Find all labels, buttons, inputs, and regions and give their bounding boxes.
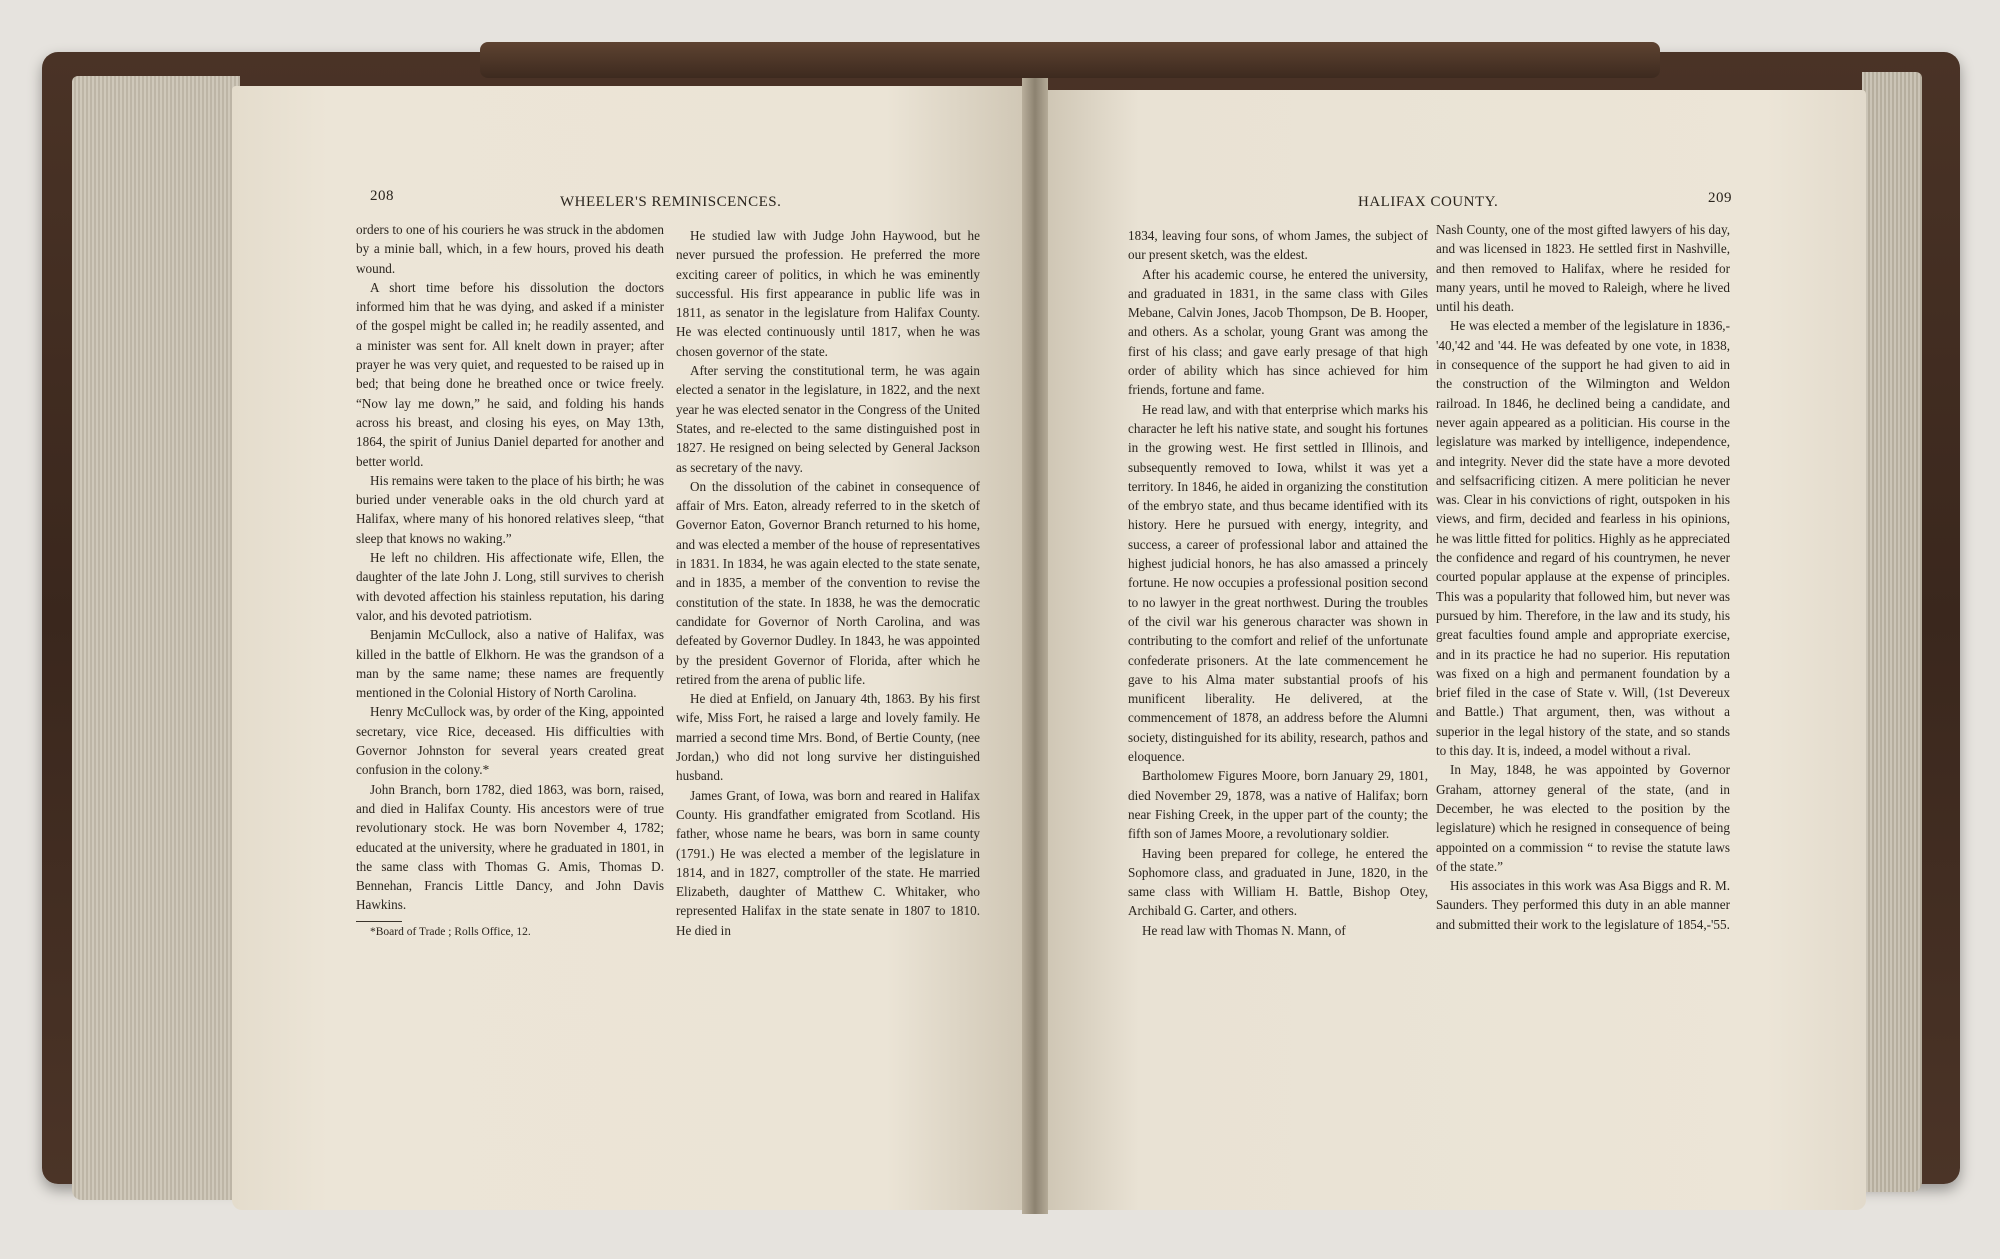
- left-page-edges: [72, 76, 240, 1200]
- left-page-number: 208: [370, 188, 394, 204]
- paragraph: James Grant, of Iowa, was born and reared in Halifax County. His grandfather emigrated from Scotland. His father, whose name he bears, was born in same county (1791.) He was elected a member of the legislature in 1814, and in 1827, comptroller of the state. He married Elizabeth, daughter of Matthew C. Whitaker, who represented Halifax in the state senate in 1807 to 1810. He died in: [676, 787, 980, 938]
- left-page-column-1: [356, 220, 664, 1060]
- paragraph: He read law with Thomas N. Mann, of: [1142, 922, 1346, 938]
- paragraph: He died at Enfield, on January 4th, 1863. By his first wife, Miss Fort, he raised a large and lovely family. He married a second time Mrs. Bond, of Bertie County, (nee Jordan,) who did not long survive her distinguished husband.: [676, 691, 980, 784]
- paragraph: After serving the constitutional term, he was again elected a senator in the legislature, in 1822, and the next year he was elected senator in the Congress of the United States, and re-elected to the same distinguished post in 1827. He resigned on being selected by General Jackson as secretary of the navy.: [676, 363, 980, 475]
- book-spine-top: [480, 42, 1660, 78]
- paragraph: Benjamin McCullock, also a native of Halifax, was killed in the battle of Elkhorn. He was the grandson of a man by the same name; these names are frequently mentioned in the Colonial History of North Carolina.: [356, 627, 664, 701]
- right-running-head: HALIFAX COUNTY.: [1358, 194, 1499, 210]
- right-page-edges: [1862, 72, 1922, 1192]
- right-page-column-2: [1436, 220, 1730, 1060]
- right-page-column-1: [1128, 226, 1428, 1066]
- footnote: *Board of Trade ; Rolls Office, 12.: [370, 925, 531, 938]
- paragraph: Nash County, one of the most gifted lawyers of his day, and was licensed in 1823. He settled first in Nashville, and then removed to Halifax, where he resided for many years, until he moved to Raleigh, where he lived until his death.: [1436, 222, 1730, 315]
- paragraph: orders to one of his couriers he was struck in the abdomen by a minie ball, which, in a few hours, proved his death wound.: [356, 222, 664, 276]
- paragraph: He was elected a member of the legislature in 1836,-'40,'42 and '44. He was defeated by one vote, in 1838, in consequence of the support he had given to aid in the construction of the Wilmington and Weldon railroad. In 1846, he declined being a candidate, and never again appeared as a politician. His course in the legislature was marked by intelligence, independence, and integrity. Never did the state have a more devoted and selfsacrificing citizen. A mere politician he never was. Clear in his convictions of right, outspoken in his views, and firm, decided and fearless in his opinions, he was little fitted for politics. Highly as he appreciated the confidence and regard of his countrymen, he never courted popular applause at the expense of principles. This was a popularity that followed him, but never was pursued by him. Therefore, in the law and its study, his great faculties found ample and appropriate exercise, and in its practice he had no superior. His reputation was fixed on a high and permanent foundation by a brief filed in the case of State v. Will, (1st Devereux and Battle.) That argument, then, was without a superior in the legal history of the state, and so stands to this day. It is, indeed, a model without a rival.: [1436, 318, 1730, 759]
- paragraph: He studied law with Judge John Haywood, but he never pursued the profession. He preferred the more exciting career of politics, in which he was eminently successful. His first appearance in public life was in 1811, as senator in the legislature from Halifax County. He was elected continuously until 1817, when he was chosen governor of the state.: [676, 228, 980, 359]
- paragraph: He left no children. His affectionate wife, Ellen, the daughter of the late John J. Long, still survives to cherish with devoted affection his stainless reputation, his daring valor, and his devoted patriotism.: [356, 550, 664, 623]
- paragraph: John Branch, born 1782, died 1863, was born, raised, and died in Halifax County. His ancestors were of true revolutionary stock. He was born November 4, 1782; educated at the university, where he graduated in 1801, in the same class with Thomas G. Amis, Thomas D. Bennehan, Francis Little Dancy, and John Davis Hawkins.: [356, 781, 664, 913]
- paragraph: His associates in this work was Asa Biggs and R. M. Saunders. They performed this duty in an able manner and submitted their work to the legislature of 1854,-'55.: [1436, 878, 1730, 932]
- paragraph: His remains were taken to the place of his birth; he was buried under venerable oaks in the old church yard at Halifax, where many of his honored relatives sleep, “that sleep that knows no waking.”: [356, 472, 664, 546]
- right-page-number: 209: [1708, 190, 1732, 206]
- paragraph: In May, 1848, he was appointed by Governor Graham, attorney general of the state, (and in December, he was elected to the position by the legislature) which he resigned in consequence of being appointed on a commission “ to revise the statute laws of the state.”: [1436, 762, 1730, 874]
- paragraph: Bartholomew Figures Moore, born January 29, 1801, died November 29, 1878, was a native of Halifax; born near Fishing Creek, in the upper part of the county; the fifth son of James Moore, a revolutionary soldier.: [1128, 768, 1428, 842]
- paragraph: After his academic course, he entered the university, and graduated in 1831, in the same class with Giles Mebane, Calvin Jones, Jacob Thompson, De B. Hooper, and others. As a scholar, young Grant was among the first of his class; and gave early presage of that high order of ability which has since achieved for him friends, fortune and fame.: [1128, 266, 1428, 398]
- paragraph: On the dissolution of the cabinet in consequence of affair of Mrs. Eaton, already referred to in the sketch of Governor Eaton, Governor Branch returned to his home, and was elected a member of the house of representatives in 1831. In 1834, he was again elected to the state senate, and in 1835, a member of the convention to revise the constitution of the state. In 1838, he was the democratic candidate for Governor of North Carolina, and was defeated by Governor Dudley. In 1843, he was appointed by the president Governor of Florida, after which he retired from the arena of public life.: [676, 478, 980, 687]
- book-gutter: [1022, 78, 1048, 1214]
- left-page-column-2: [676, 226, 980, 1056]
- paragraph: He read law, and with that enterprise which marks his character he left his native state, and sought his fortunes in the growing west. He first settled in Illinois, and subsequently removed to Iowa, whilst it was yet a territory. In 1846, he aided in organizing the constitution of the embryo state, and thus became identified with its history. Here he pursued with energy, integrity, and success, a career of professional labor and attained the highest judicial honors, he has also amassed a princely fortune. He now occupies a professional position second to no lawyer in the great northwest. During the troubles of the civil war his generous character was shown in contributing to the comfort and relief of the unfortunate confederate prisoners. At the late commencement he gave to his Alma mater substantial proofs of his munificent liberality. He delivered, at the commencement of 1878, an address before the Alumni society, distinguished for its ability, research, pathos and eloquence.: [1128, 401, 1428, 765]
- paragraph: 1834, leaving four sons, of whom James, the subject of our present sketch, was the eldest.: [1128, 228, 1428, 263]
- footnote-rule: [356, 921, 402, 922]
- left-running-head: WHEELER'S REMINISCENCES.: [560, 194, 782, 210]
- paragraph: Henry McCullock was, by order of the King, appointed secretary, vice Rice, deceased. His difficulties with Governor Johnston for several years created great confusion in the colony.*: [356, 704, 664, 778]
- paragraph: Having been prepared for college, he entered the Sophomore class, and graduated in June, 1820, in the same class with William H. Battle, Bishop Otey, Archibald G. Carter, and others.: [1128, 845, 1428, 919]
- paragraph: A short time before his dissolution the doctors informed him that he was dying, and asked if a minister of the gospel might be called in; he readily assented, and a minister was sent for. All knelt down in prayer; after prayer he was very quiet, and requested to be raised up in bed; that being done he breathed once or twice freely. “Now lay me down,” he said, and folding his hands across his breast, and closing his eyes, on May 13th, 1864, the spirit of Junius Daniel departed for another and better world.: [356, 279, 664, 469]
